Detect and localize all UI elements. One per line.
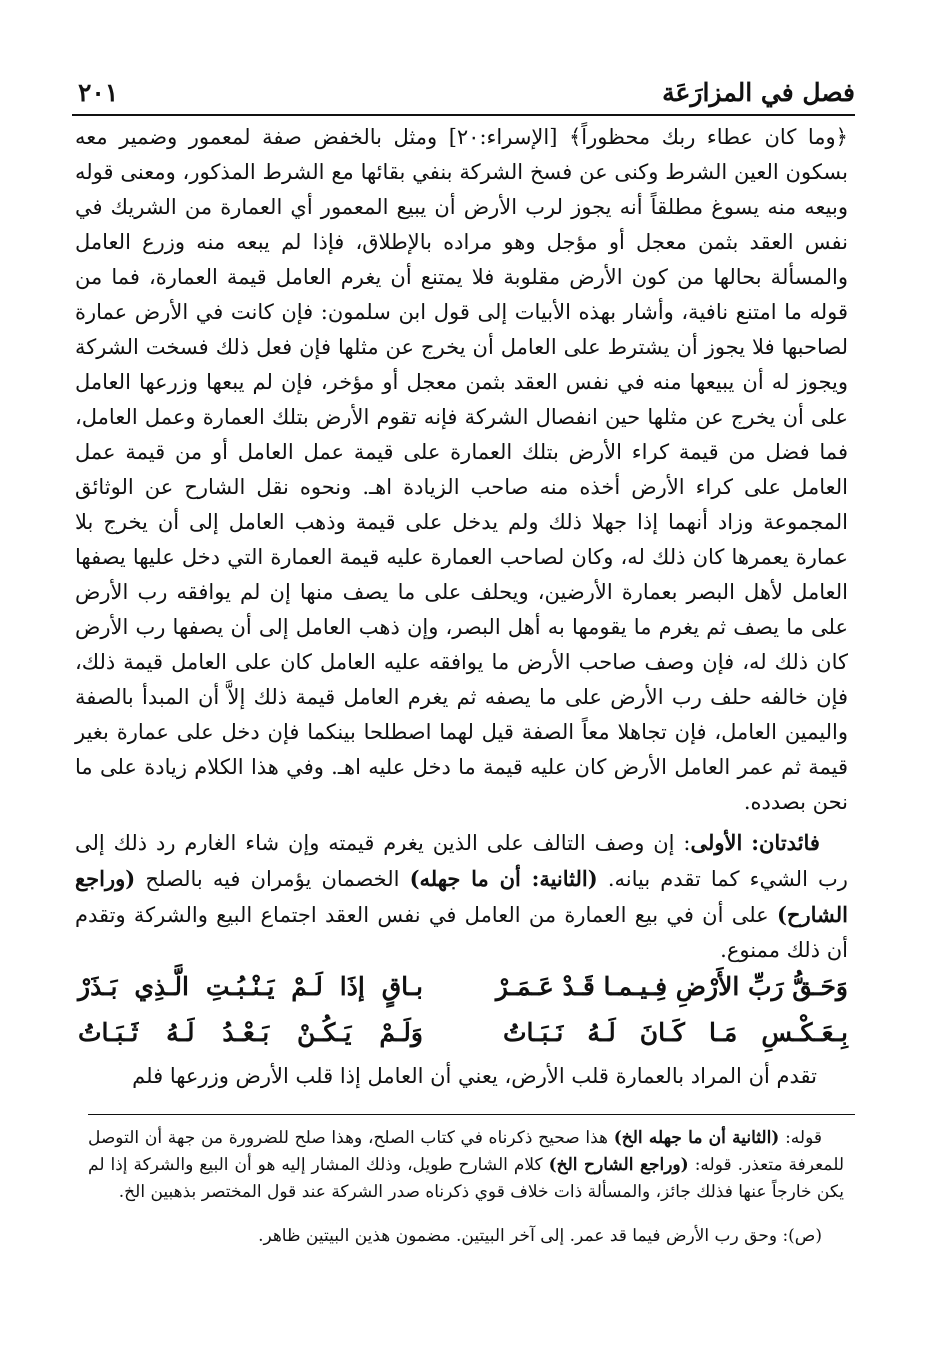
verse-2-ajuz: وَلَـمْ يَـكُـنْ بَـعْـدُ لَـهُ ثَـبَـاتُ: [78, 1018, 423, 1047]
footnote-1-text-a: هذا صحيح ذكرناه في كتاب الصلح، وهذا صلح للضرورة من جهة أن التوصل للمعرفة متعذر. قوله:: [88, 1128, 845, 1175]
page-header: [72, 74, 855, 116]
footnote-1-bold-a: (الثانية أن ما جهله الخ): [613, 1128, 780, 1148]
faidatan-label: فائدتان:: [751, 830, 820, 855]
footnote-gap: [88, 1206, 844, 1223]
poem: [78, 972, 848, 1064]
paragraph-2-text-b: الخصمان يؤمران فيه بالصلح: [145, 867, 400, 891]
paragraph-2-text-a: : إن وصف التالف على الذين يغرم قيمته وإن شاء الغارم رد ذلك إلى رب الشيء كما تقدم بيانه.: [75, 831, 848, 891]
ula-label: الأولى: [690, 830, 743, 855]
page-number: ٢٠١: [78, 78, 119, 107]
murajaa-quote: (وراجع الشارح): [75, 866, 848, 927]
paragraph-2-text-c: على أن في بيع العمارة من العامل في نفس العقد اجتماع البيع والشركة وتقدم أن ذلك ممنوع.: [75, 903, 848, 962]
verse-1-ajuz: بـاقٍ إذَا لَـمْ يَـنْـبُـتِ الَّـذِي بَـذَرْ: [78, 972, 423, 1001]
paragraph-1-text: ﴿وما كان عطاء ربك محظوراً﴾ [الإسراء:٢٠] ومثل بالخفض صفة لمعمور وضمير معه بسكون العين الشرط وكنى عن فسخ الشركة بنفي بقائها مع الشرط المذكور، ومعنى قوله وبيعه منه يسوغ مطلقاً أنه يجوز لرب الأرض أن يبيع المعمور أي العمارة من الشريك في نفس العقد بثمن معجل أو مؤجل وهو مراده بالإطلاق، فإذا لم يبعه منه وزرع العامل والمسألة بحالها من كون الأرض مقلوبة فلا يمتنع أن يغرم العامل قيمة العمارة، فما من قوله ما امتنع نافية، وأشار بهذه الأبيات إلى قول ابن سلمون: فإن كانت في الأرض عمارة لصاحبها فلا يجوز أن يشترط على العامل أن يخرج عن مثلها فإن فعل ذلك فسخت الشركة ويجوز له أن يبيعها منه في نفس العقد بثمن معجل أو مؤخر، فإن لم يبعها وزرعها العامل على أن يخرج عن مثلها حين انفصال الشركة فإنه تقوم الأرض بتلك العمارة وعمل العامل، فما فضل من قيمة كراء الأرض بتلك العمارة على قيمة عمل العامل أو من قيمة عمل العامل على كراء الأرض أخذه منه صاحب الزيادة اهـ. ونحوه نقل الشارح عن الوثائق المجموعة وزاد أنهما إذا جهلا ذلك ولم يدخل على قيمة وذهب العامل إلى أن يخرج بلا عمارة يعمرها كان ذلك له، وكان لصاحب العمارة عليه قيمة العمارة التي دخل عليها يصفها العامل لأهل البصر بعمارة الأرضين، ويحلف على ما يصف منها إن لم يوافقه رب الأرض على ما يصف ثم يغرم ما يقومها به أهل البصر، وإن ذهب العامل إلى أن يصفها رب الأرض كان ذلك له، فإن وصف صاحب الأرض ما يوافقه عليه العامل كان على العامل قيمة ذلك، فإن خالفه حلف رب الأرض على ما يصفه ثم يغرم العامل قيمة ذلك إلاَّ أن المبدأ بالصفة واليمين العامل، فإن تجاهلا معاً الصفة قيل لهما اصطلحا بينكما فإن دخل على عمارة بغير قيمة ثم عمر العامل الأرض كان عليه قيمة ما دخل عليه اهـ. وفي هذا الكلام زيادة على ما نحن بصدده.: [75, 125, 848, 814]
footnote-1-bold-b: (وراجع الشارح الخ): [548, 1155, 689, 1175]
footnote-1: [88, 1125, 844, 1206]
verse-1: [78, 972, 848, 1018]
footnote-divider: [88, 1114, 855, 1115]
after-poem-line: تقدم أن المراد بالعمارة قلب الأرض، يعني أن العامل إذا قلب الأرض وزرعها فلم: [132, 1064, 817, 1088]
footnotes: [88, 1125, 844, 1250]
main-text: [75, 120, 848, 968]
verse-2-sadr: بِـعَـكْـسِ مَـا كَـانَ لَـهُ نَـبَـاتُ: [503, 1018, 848, 1047]
footnote-2-text: (ص): وحق رب الأرض فيما قد عمر. إلى آخر البيتين. مضمون هذين البيتين ظاهر.: [258, 1226, 822, 1246]
footnote-1-prefix: قوله:: [785, 1128, 822, 1148]
footnote-1-text-b: كلام الشارح طويل، وذلك المشار إليه هو أن البيع والشركة إذا لم يكن خارجاً عنها فذلك جائز، والمسألة ذات خلاف قوي ذكرناه صدر الشركة عند قول المختصر بذهبين الخ.: [88, 1155, 844, 1202]
paragraph-2: [75, 825, 848, 968]
verse-2: [78, 1018, 848, 1064]
paragraph-1: [75, 120, 848, 820]
verse-1-sadr: وَحَـقُّ رَبِّ الأَرْضِ فِـيـمـا قَـدْ عَـمَـرْ: [495, 972, 848, 1001]
running-title: فصل في المزارَعَة: [662, 78, 855, 107]
thaniya-quote: (الثانية: أن ما جهله): [409, 866, 598, 891]
footnote-2: [88, 1223, 844, 1250]
